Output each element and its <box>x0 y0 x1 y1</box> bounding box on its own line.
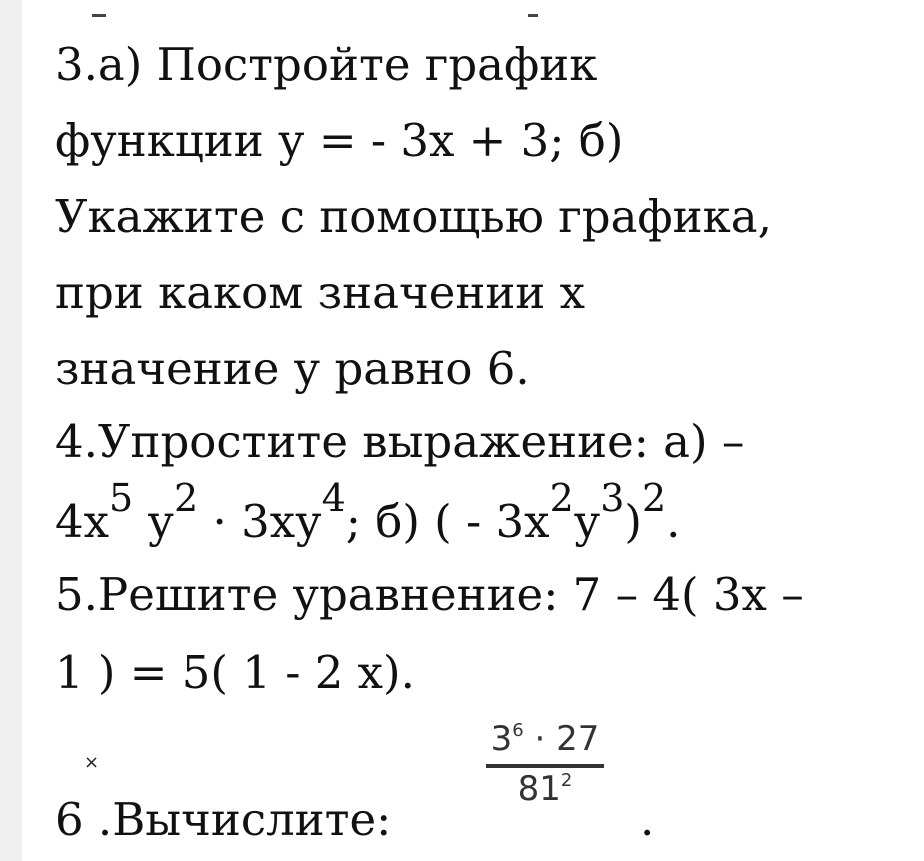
fraction-denominator <box>486 768 604 809</box>
exponent: 4 <box>321 476 346 520</box>
numerator-rest: · 27 <box>534 719 600 759</box>
expr-part: у <box>133 495 174 548</box>
expr-part: у <box>573 495 601 548</box>
left-page-margin <box>0 0 22 861</box>
numerator-base: 3 <box>490 719 513 759</box>
denominator-exponent: 2 <box>560 770 573 791</box>
expr-part: . <box>666 495 681 548</box>
cross-mark-icon: × <box>84 752 100 773</box>
exponent: 2 <box>173 476 199 520</box>
expr-part: · 3ху <box>198 495 322 548</box>
exponent: 5 <box>109 476 134 520</box>
exponent: 3 <box>600 476 625 520</box>
denominator-base: 81 <box>517 769 561 809</box>
top-edge-mark-right <box>528 14 538 17</box>
task3-line3: Укажите с помощью графика, <box>55 190 772 243</box>
numerator-exponent: 6 <box>512 720 524 741</box>
expr-part: ; б) ( - 3х <box>345 495 550 548</box>
task3-line1: 3.а) Постройте график <box>55 38 598 91</box>
task4-line1: 4.Упростите выражение: а) – <box>55 415 745 468</box>
task5-line2: 1 ) = 5( 1 - 2 х). <box>55 646 415 699</box>
task3-line5: значение у равно 6. <box>55 342 530 395</box>
exponent: 2 <box>641 476 667 520</box>
task5-line1: 5.Решите уравнение: 7 – 4( 3х – <box>55 568 804 621</box>
fraction-numerator <box>486 714 604 764</box>
task6-label: 6 .Вычислите: <box>55 793 392 846</box>
task4-line2-expression <box>55 476 681 548</box>
fraction-expression <box>486 714 604 809</box>
task6-end-period: . <box>640 793 655 846</box>
task3-line4: при каком значении х <box>55 266 585 319</box>
expr-part: 4х <box>55 495 110 548</box>
task3-line2: функции у = - 3х + 3; б) <box>55 114 624 167</box>
exponent: 2 <box>549 476 574 520</box>
expr-part: ) <box>624 495 642 548</box>
top-edge-mark-left <box>92 14 106 17</box>
